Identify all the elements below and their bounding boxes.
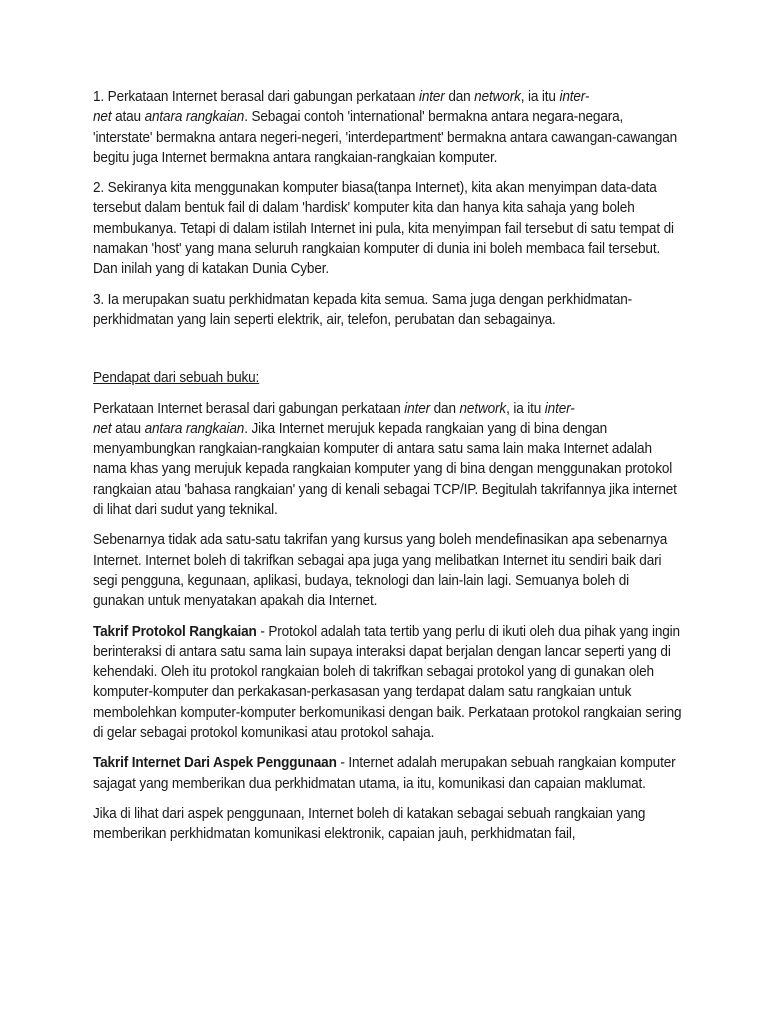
paragraph-1 <box>93 87 683 168</box>
italic-term-network: network <box>459 400 507 417</box>
paragraph-5: Sebenarnya tidak ada satu-satu takrifan yang kursus yang boleh mendefinasikan apa sebenarnya Internet. Internet boleh di takrifkan sebagai apa juga yang melibatkan Internet itu sendiri baik dari segi pengguna, kegunaan, aplikasi, budaya, teknologi dan lain-lain lagi. Semuanya boleh di gunakan untuk menyatakan apakah dia Internet. <box>93 532 668 610</box>
text: - Internet adalah merupakan sebuah rangkaian komputer sajagat yang memberikan dua perkhidmatan utama, ia itu, komunikasi dan capaian maklumat. <box>93 755 676 792</box>
bold-term-protokol: Takrif Protokol Rangkaian <box>93 623 257 640</box>
text: . Jika Internet merujuk kepada rangkaian yang di bina dengan menyambungkan rangkaian-rangkaian komputer di antara satu sama lain maka Internet adalah nama khas yang merujuk kepada rangkaian komputer yang di bina dengan menggunakan protokol rangkaian atau 'bahasa rangkaian' yang di kenali sebagai TCP/IP. Begitulah takrifannya jika internet di lihat dari sudut yang teknikal. <box>93 420 677 519</box>
paragraph-2: 2. Sekiranya kita menggunakan komputer biasa(tanpa Internet), kita akan menyimpan data-data tersebut dalam bentuk fail di dalam 'hardisk' komputer kita dan hanya kita sahaja yang boleh membukanya. Tetapi di dalam istilah Internet ini pula, kita menyimpan fail tersebut di satu tempat di namakan 'host' yang mana seluruh rangkaian komputer di dunia ini boleh membaca fail tersebut. Dan inilah yang di katakan Dunia Cyber. <box>93 180 674 278</box>
italic-term-antara-rangkaian: antara rangkaian <box>144 109 245 126</box>
text: atau <box>111 109 145 126</box>
italic-term-net: net <box>93 109 112 126</box>
italic-term-inter: inter <box>404 400 431 417</box>
text: , ia itu <box>520 89 560 105</box>
paragraph-4 <box>93 399 683 521</box>
italic-term-antara-rangkaian: antara rangkaian <box>144 420 245 437</box>
bold-term-penggunaan: Takrif Internet Dari Aspek Penggunaan <box>93 755 337 772</box>
italic-term-inter: inter <box>418 89 445 105</box>
section-heading: Pendapat dari sebuah buku: <box>93 370 260 387</box>
italic-term-net: net <box>93 420 112 437</box>
italic-term-inter-hyphen: inter- <box>544 400 575 417</box>
text: dan <box>444 89 475 105</box>
text: , ia itu <box>506 400 545 417</box>
document-page <box>93 87 683 855</box>
italic-term-inter-hyphen: inter- <box>559 89 590 105</box>
text: Perkataan Internet berasal dari gabungan perkataan <box>93 400 405 417</box>
text: . Sebagai contoh 'international' bermakna antara negara-negara, 'interstate' bermakna antara negeri-negeri, 'interdepartment' bermakna antara cawangan-cawangan begitu juga Internet bermakna antara rangkaian-rangkaian komputer. <box>93 109 678 166</box>
text: 1. Perkataan Internet berasal dari gabungan perkataan <box>93 89 419 105</box>
paragraph-8: Jika di lihat dari aspek penggunaan, Internet boleh di katakan sebagai sebuah rangkaian yang memberikan perkhidmatan komunikasi elektronik, capaian jauh, perkhidmatan fail, <box>93 805 646 843</box>
text: dan <box>430 400 460 417</box>
paragraph-7 <box>93 753 683 794</box>
text: - Protokol adalah tata tertib yang perlu di ikuti oleh dua pihak yang ingin berinteraksi di antara satu sama lain supaya interaksi dapat berjalan dengan lancar seperti yang di kehendaki. Oleh itu protokol rangkaian boleh di takrifkan sebagai protokol yang di gunakan oleh komputer-komputer dan perkakasan-perkasasan yang terdapat dalam satu rangkaian untuk membolehkan komputer-komputer berkomunikasi dengan baik. Perkataan protokol rangkaian sering di gelar sebagai protokol komunikasi atau protokol sahaja. <box>93 623 682 742</box>
spacer <box>93 340 683 368</box>
text: atau <box>111 420 145 437</box>
paragraph-3: 3. Ia merupakan suatu perkhidmatan kepada kita semua. Sama juga dengan perkhidmatan-perkhidmatan yang lain seperti elektrik, air, telefon, perubatan dan sebagainya. <box>93 291 633 328</box>
paragraph-6 <box>93 622 683 744</box>
italic-term-network: network <box>474 89 521 105</box>
